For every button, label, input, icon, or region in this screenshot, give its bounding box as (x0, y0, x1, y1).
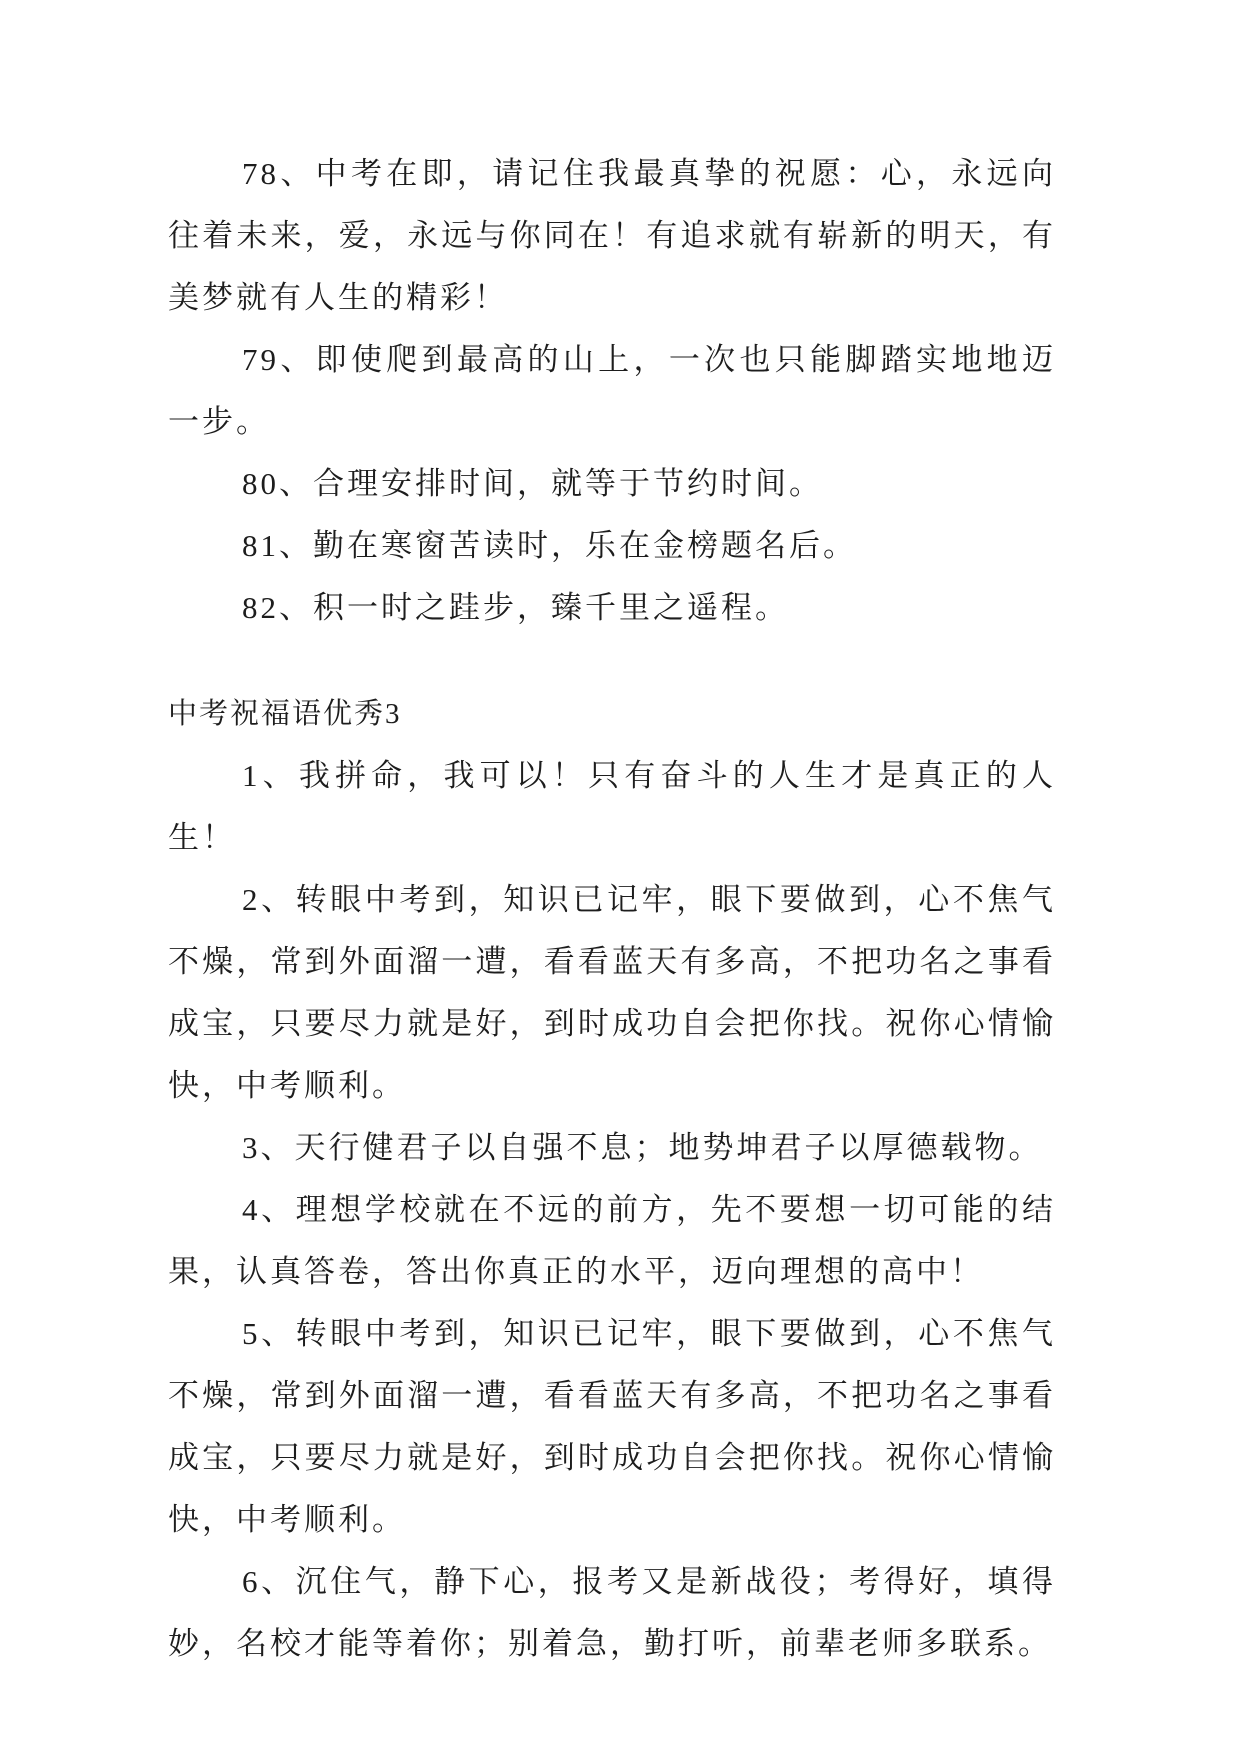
list-item-3: 3、天行健君子以自强不息；地势坤君子以厚德载物。 (242, 1130, 1043, 1165)
list-item-80: 80、合理安排时间，就等于节约时间。 (242, 466, 823, 501)
document-text-area (168, 143, 1056, 1675)
list-item-6: 6、沉住气，静下心，报考又是新战役；考得好，填得妙，名校才能等着你；别着急，勤打听，前辈老师多联系。 (168, 1564, 1056, 1661)
list-item-4: 4、理想学校就在不远的前方，先不要想一切可能的结果，认真答卷，答出你真正的水平，迈向理想的高中！ (168, 1192, 1056, 1289)
list-item-2: 2、转眼中考到，知识已记牢，眼下要做到，心不焦气不燥，常到外面溜一遭，看看蓝天有多高，不把功名之事看成宝，只要尽力就是好，到时成功自会把你找。祝你心情愉快，中考顺利。 (168, 882, 1056, 1103)
list-item-82: 82、积一时之跬步，臻千里之遥程。 (242, 590, 789, 625)
list-item-78: 78、中考在即，请记住我最真挚的祝愿：心，永远向往着未来，爱，永远与你同在！有追求就有崭新的明天，有美梦就有人生的精彩！ (168, 156, 1056, 315)
list-item-81: 81、勤在寒窗苦读时，乐在金榜题名后。 (242, 528, 857, 563)
list-item-79: 79、即使爬到最高的山上，一次也只能脚踏实地地迈一步。 (168, 342, 1056, 439)
list-item-5: 5、转眼中考到，知识已记牢，眼下要做到，心不焦气不燥，常到外面溜一遭，看看蓝天有多高，不把功名之事看成宝，只要尽力就是好，到时成功自会把你找。祝你心情愉快，中考顺利。 (168, 1316, 1056, 1537)
list-item-1: 1、我拼命，我可以！只有奋斗的人生才是真正的人生！ (168, 758, 1056, 855)
section-heading: 中考祝福语优秀3 (168, 698, 402, 730)
